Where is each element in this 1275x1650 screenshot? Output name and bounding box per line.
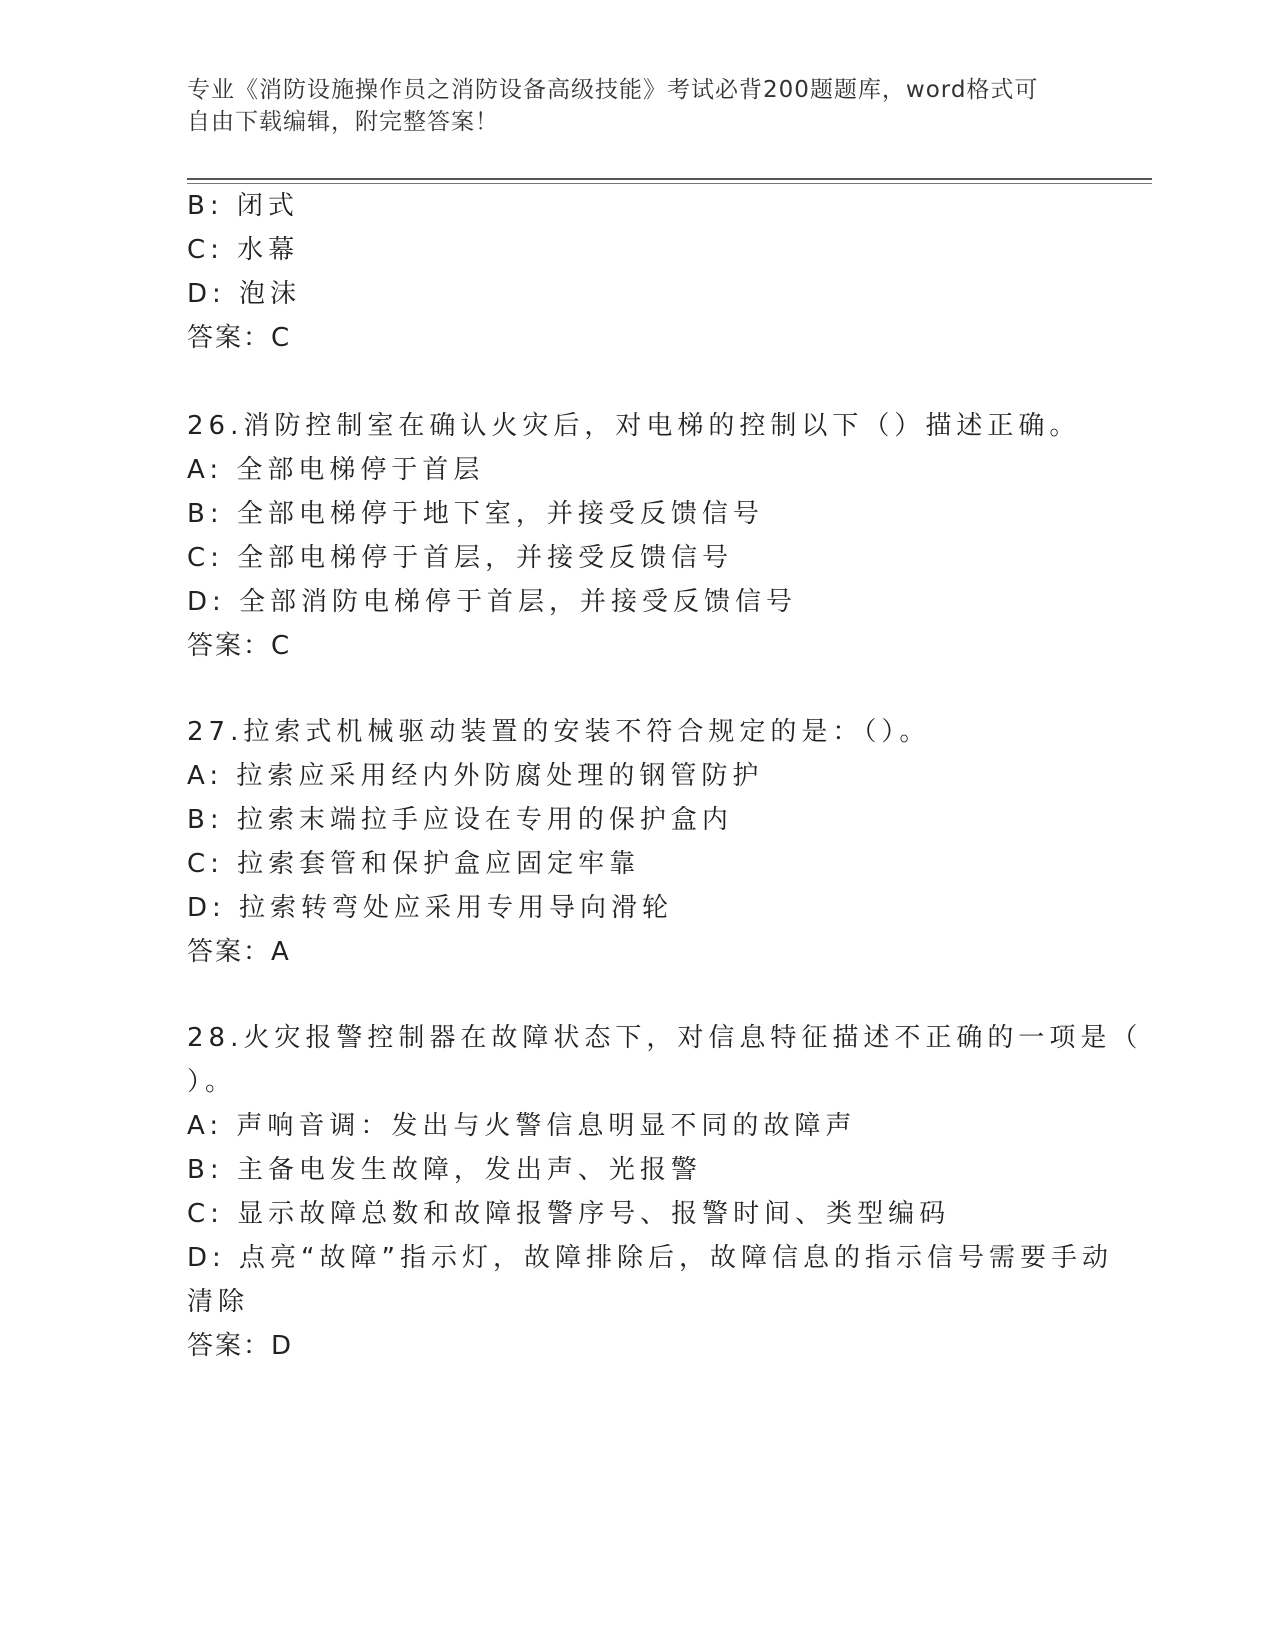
q25-option-d: D: 泡沫 <box>187 279 302 309</box>
q28-option-d: D: 点亮“故障”指示灯，故障排除后，故障信息的指示信号需要手动 <box>187 1243 1113 1273</box>
q27-option-c: C: 拉索套管和保护盒应固定牢靠 <box>187 849 641 879</box>
q28-stem-continued: ）。 <box>187 1067 237 1097</box>
header-line-1: 专业《消防设施操作员之消防设备高级技能》考试必背200题题库，word格式可 <box>187 77 1039 103</box>
document-header <box>187 74 1087 138</box>
q28-option-b: B: 主备电发生故障，发出声、光报警 <box>187 1155 702 1185</box>
q27-option-b: B: 拉索末端拉手应设在专用的保护盒内 <box>187 805 733 835</box>
q28-answer: 答案：D <box>187 1331 294 1361</box>
q27-option-d: D: 拉索转弯处应采用专用导向滑轮 <box>187 893 674 923</box>
q25-option-b: B: 闭式 <box>187 191 299 221</box>
q27-stem: 27.拉索式机械驱动装置的安装不符合规定的是：（）。 <box>187 717 931 747</box>
q26-option-a: A: 全部电梯停于首层 <box>187 455 485 485</box>
q26-option-d: D: 全部消防电梯停于首层，并接受反馈信号 <box>187 587 798 617</box>
q27-answer: 答案：A <box>187 937 291 967</box>
q26-option-b: B: 全部电梯停于地下室，并接受反馈信号 <box>187 499 764 529</box>
q25-option-c: C: 水幕 <box>187 235 300 265</box>
q26-stem: 26.消防控制室在确认火灾后，对电梯的控制以下（）描述正确。 <box>187 411 1081 441</box>
header-divider-thin <box>187 183 1152 184</box>
q26-option-c: C: 全部电梯停于首层，并接受反馈信号 <box>187 543 734 573</box>
q27-option-a: A: 拉索应采用经内外防腐处理的钢管防护 <box>187 761 764 791</box>
header-line-2: 自由下载编辑，附完整答案！ <box>187 109 499 135</box>
q26-answer: 答案：C <box>187 631 292 661</box>
q28-stem: 28.火灾报警控制器在故障状态下，对信息特征描述不正确的一项是（ <box>187 1023 1143 1053</box>
q28-option-d-continued: 清除 <box>187 1287 250 1317</box>
q25-answer: 答案：C <box>187 323 292 353</box>
header-divider <box>187 178 1152 180</box>
q28-option-a: A: 声响音调：发出与火警信息明显不同的故障声 <box>187 1111 857 1141</box>
q28-option-c: C: 显示故障总数和故障报警序号、报警时间、类型编码 <box>187 1199 951 1229</box>
